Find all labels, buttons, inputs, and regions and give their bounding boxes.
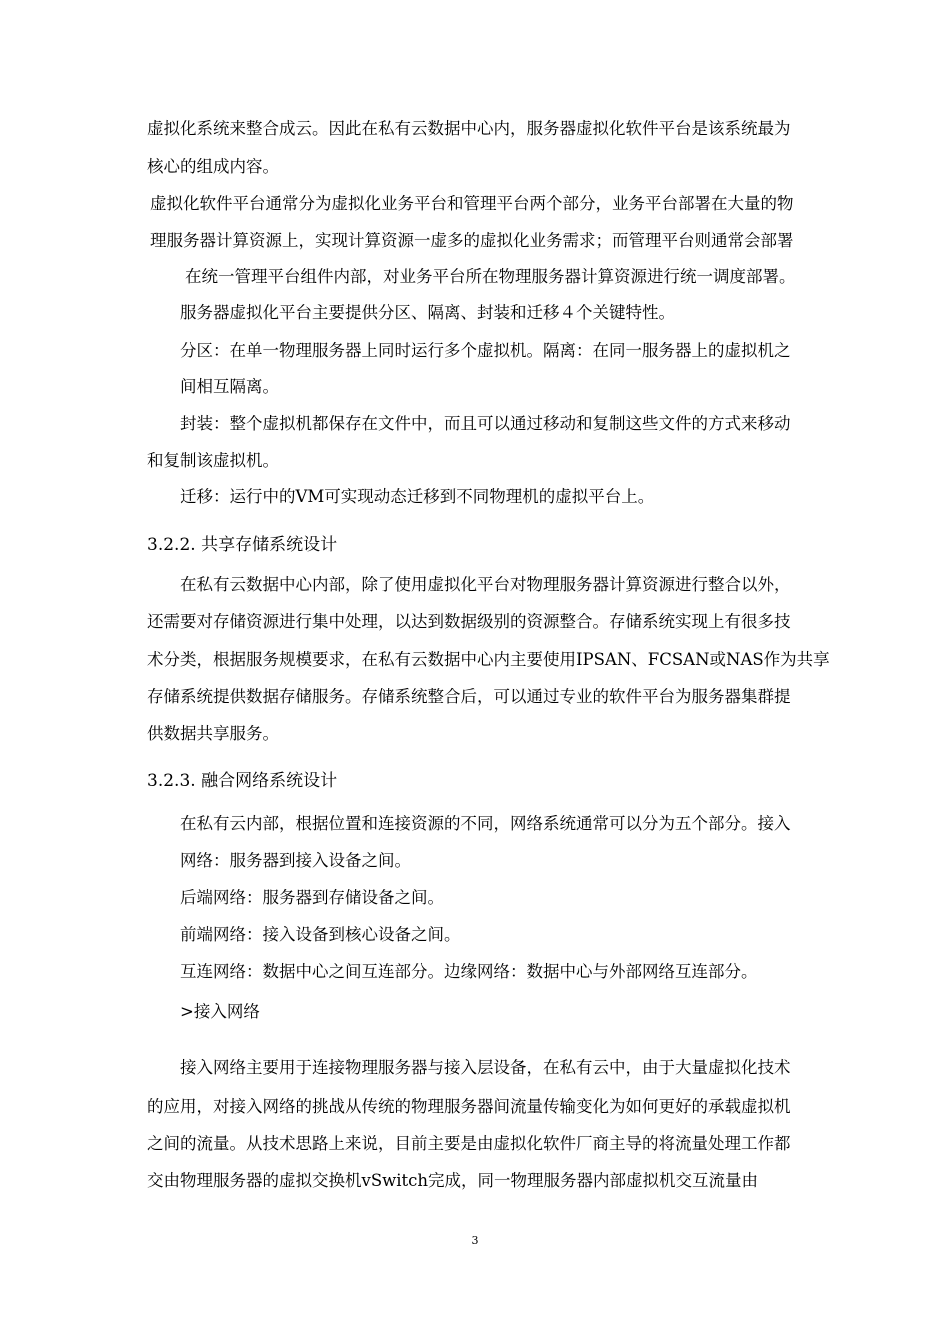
text-line-1: 虚拟化系统来整合成云。因此在私有云数据中心内，服务器虚拟化软件平台是该系统最为 bbox=[147, 119, 791, 138]
text-line-28: 交由物理服务器的虚拟交换机vSwitch完成，同一物理服务器内部虚拟机交互流量由 bbox=[147, 1171, 759, 1190]
text-line-17: 供数据共享服务。 bbox=[147, 724, 279, 743]
text-line-24: >接入网络 bbox=[180, 1002, 260, 1021]
text-line-3: 虚拟化软件平台通常分为虚拟化业务平台和管理平台两个部分，业务平台部署在大量的物 bbox=[150, 194, 794, 213]
text-line-6: 服务器虚拟化平台主要提供分区、隔离、封装和迁移４个关键特性。 bbox=[180, 303, 675, 322]
page-number: 3 bbox=[471, 1234, 479, 1247]
text-line-19: 在私有云内部，根据位置和连接资源的不同，网络系统通常可以分为五个部分。接入 bbox=[180, 814, 791, 833]
text-line-9: 封装：整个虚拟机都保存在文件中，而且可以通过移动和复制这些文件的方式来移动 bbox=[180, 414, 791, 433]
text-line-20: 网络：服务器到接入设备之间。 bbox=[180, 851, 411, 870]
text-line-11: 迁移：运行中的VM可实现动态迁移到不同物理机的虚拟平台上。 bbox=[180, 487, 655, 506]
text-line-10: 和复制该虚拟机。 bbox=[147, 451, 279, 470]
section-heading-3-2-3: 3.2.3. 融合网络系统设计 bbox=[147, 771, 338, 791]
text-line-2: 核心的组成内容。 bbox=[147, 157, 279, 176]
text-line-8: 间相互隔离。 bbox=[180, 377, 279, 396]
text-line-23: 互连网络：数据中心之间互连部分。边缘网络：数据中心与外部网络互连部分。 bbox=[180, 962, 758, 981]
text-line-21: 后端网络：服务器到存储设备之间。 bbox=[180, 888, 444, 907]
text-line-14: 还需要对存储资源进行集中处理，以达到数据级别的资源整合。存储系统实现上有很多技 bbox=[147, 612, 791, 631]
text-line-22: 前端网络：接入设备到核心设备之间。 bbox=[180, 925, 461, 944]
text-line-4: 理服务器计算资源上，实现计算资源一虚多的虚拟化业务需求；而管理平台则通常会部署 bbox=[150, 231, 794, 250]
text-line-13: 在私有云数据中心内部，除了使用虚拟化平台对物理服务器计算资源进行整合以外， bbox=[180, 575, 791, 594]
text-line-27: 之间的流量。从技术思路上来说，目前主要是由虚拟化软件厂商主导的将流量处理工作都 bbox=[147, 1134, 791, 1153]
text-line-7: 分区：在单一物理服务器上同时运行多个虚拟机。隔离：在同一服务器上的虚拟机之 bbox=[180, 341, 791, 360]
text-line-26: 的应用，对接入网络的挑战从传统的物理服务器间流量传输变化为如何更好的承载虚拟机 bbox=[147, 1097, 791, 1116]
text-line-5: 在统一管理平台组件内部，对业务平台所在物理服务器计算资源进行统一调度部署。 bbox=[185, 267, 796, 286]
text-line-25: 接入网络主要用于连接物理服务器与接入层设备，在私有云中，由于大量虚拟化技术 bbox=[180, 1058, 791, 1077]
text-line-16: 存储系统提供数据存储服务。存储系统整合后，可以通过专业的软件平台为服务器集群提 bbox=[147, 687, 791, 706]
section-heading-3-2-2: 3.2.2. 共享存储系统设计 bbox=[147, 535, 338, 555]
text-line-15: 术分类，根据服务规模要求，在私有云数据中心内主要使用IPSAN、FCSAN或NAS作为共享 bbox=[147, 650, 830, 669]
